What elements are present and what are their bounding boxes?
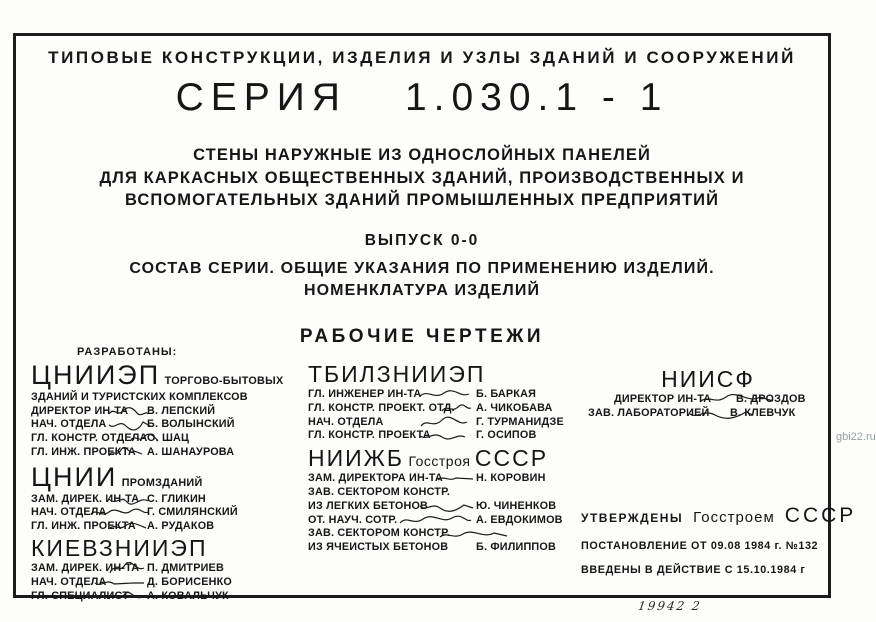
effective-line: ВВЕДЕНЫ В ДЕЙСТВИЕ С 15.10.1984 г (581, 564, 806, 576)
signature-icon (107, 590, 143, 604)
role-label: ГЛ. ИНЖЕНЕР ИН-ТА (308, 388, 422, 400)
org-niisf-name: НИИСФ (661, 366, 755, 392)
role-label: ГЛ. КОНСТР. ПРОЕКТА (308, 429, 431, 442)
issue-number: ВЫПУСК 0-0 (364, 232, 480, 249)
person-name: С. ГЛИКИН (147, 492, 206, 505)
credit-row (308, 514, 598, 528)
person-name: О. ШАЦ (147, 432, 190, 445)
role-label: ЗАВ. СЕКТОРОМ КОНСТР. (308, 527, 451, 540)
credit-row (308, 416, 598, 430)
org-cnii-name: ЦНИИ (31, 461, 118, 492)
role-label: ОТ. НАУЧ. СОТР. (308, 513, 398, 526)
org-cnii (31, 462, 309, 493)
subtitle-line-3: ВСПОМОГАТЕЛЬНЫХ ЗДАНИЙ ПРОМЫШЛЕННЫХ ПРЕДПРИЯТИЙ (124, 191, 720, 209)
credit-row (588, 407, 838, 421)
developers-column-middle (308, 361, 598, 555)
approved-label: УТВЕРЖДЕНЫ (581, 511, 684, 525)
contents-line-1: СОСТАВ СЕРИИ. ОБЩИЕ УКАЗАНИЯ ПО ПРИМЕНЕНИЮ ИЗДЕЛИЙ. (129, 260, 715, 277)
handwritten-sheet-note: 19942 2 (637, 599, 703, 613)
role-label: ЗАМ. ДИРЕКТОРА ИН-ТА (308, 472, 443, 485)
role-label: ИЗ ЛЕГКИХ БЕТОНОВ (308, 499, 429, 512)
credit-row (308, 429, 598, 443)
person-name: В. ЛЕПСКИЙ (147, 404, 216, 417)
person-name: П. ДМИТРИЕВ (147, 562, 224, 575)
credit-row (31, 576, 309, 590)
role-label: ГЛ. КОНСТР. ОТДЕЛА (31, 432, 148, 445)
credit-row (308, 527, 598, 541)
org-cniiep-name: ЦНИИЭП (31, 360, 161, 390)
org-niizhb-affiliation2: СССР (474, 445, 549, 472)
decree-line: ПОСТАНОВЛЕНИЕ ОТ 09.08 1984 г. №132 (581, 540, 819, 552)
role-label: ГЛ. КОНСТР. ПРОЕКТ. ОТД. (308, 401, 455, 414)
series-number: 1.030.1 - 1 (404, 76, 669, 119)
series-label: СЕРИЯ (175, 76, 347, 119)
credit-row (31, 418, 309, 432)
signature-icon (418, 500, 474, 513)
approval-block (581, 504, 857, 576)
signature-icon (107, 562, 145, 575)
person-name: Д. БОРИСЕНКО (147, 575, 232, 588)
document-top-title: ТИПОВЫЕ КОНСТРУКЦИИ, ИЗДЕЛИЯ И УЗЛЫ ЗДАНИЙ И СООРУЖЕНИЙ (48, 48, 796, 67)
person-name: Н. КОРОВИН (476, 472, 546, 485)
document-subtitle (16, 144, 828, 212)
role-label: НАЧ. ОТДЕЛА (31, 575, 107, 588)
role-label: НАЧ. ОТДЕЛА (31, 506, 107, 519)
person-name: Б. ВОЛЫНСКИЙ (147, 418, 235, 431)
org-cniiep (31, 360, 309, 391)
credit-row (308, 486, 598, 500)
person-name: Ю. ЧИНЕНКОВ (476, 499, 557, 512)
credit-row (308, 500, 598, 514)
person-name: Б. БАРКАЯ (476, 388, 537, 400)
person-name: В. ДРОЗДОВ (736, 393, 806, 405)
person-name: Б. ФИЛИППОВ (476, 541, 556, 554)
person-name: А. ЧИКОБАВА (476, 401, 553, 414)
person-name: А. РУДАКОВ (147, 520, 215, 533)
role-label: НАЧ. ОТДЕЛА (31, 418, 107, 431)
org-niizhb (308, 445, 598, 472)
signature-icon (440, 402, 472, 415)
subtitle-line-1: СТЕНЫ НАРУЖНЫЕ ИЗ ОДНОСЛОЙНЫХ ПАНЕЛЕЙ (193, 146, 651, 164)
credit-row (588, 393, 838, 407)
signature-icon (107, 493, 149, 506)
working-drawings-title: РАБОЧИЕ ЧЕРТЕЖИ (299, 326, 545, 347)
approved-by: Госстроем (693, 509, 775, 526)
person-name: Г. ТУРМАНИДЗЕ (476, 415, 564, 428)
approval-line (581, 504, 857, 528)
role-label: ГЛ. ИНЖ. ПРОЕКТА (31, 520, 136, 533)
org-cniiep-tagline: ТОРГОВО-БЫТОВЫХ (164, 375, 284, 387)
signature-icon (398, 514, 472, 527)
org-cnii-tagline: ПРОМЗДАНИЙ (121, 476, 203, 489)
org-tbilzniiep-name: ТБИЛЗНИИЭП (308, 361, 486, 387)
signature-icon (107, 446, 143, 459)
person-name: А. ЕВДОКИМОВ (476, 513, 563, 526)
person-name: Г. ОСИПОВ (476, 429, 537, 442)
role-label: ЗАВ. ЛАБОРАТОРИЕЙ (588, 406, 710, 419)
credit-row (31, 562, 309, 576)
person-name: А. ШАНАУРОВА (147, 445, 235, 458)
credit-row (31, 493, 309, 507)
credit-row (31, 520, 309, 534)
series-title (16, 76, 828, 120)
role-label: ГЛ. ИНЖ. ПРОЕКТА (31, 445, 136, 458)
credit-row (31, 405, 309, 419)
role-label: ДИРЕКТОР ИН-ТА (31, 404, 129, 417)
signature-icon (93, 576, 145, 589)
role-label: ГЛ. СПЕЦИАЛИСТ (31, 589, 130, 602)
credit-row (308, 472, 598, 486)
org-tbilzniiep (308, 361, 598, 388)
signature-icon (418, 388, 470, 401)
signature-icon (107, 405, 149, 418)
signature-icon (436, 472, 474, 485)
role-label: ЗАВ. СЕКТОРОМ КОНСТР. (308, 485, 451, 498)
signature-icon (89, 506, 149, 519)
org-cniiep-tagline2: ЗДАНИЙ И ТУРИСТСКИХ КОМПЛЕКСОВ (31, 391, 248, 403)
org-niizhb-affiliation: Госстроя (408, 453, 471, 470)
credit-row (31, 446, 309, 460)
role-label: ЗАМ. ДИРЕК. ИН-ТА (31, 492, 140, 505)
approved-country: СССР (784, 504, 857, 527)
person-name: В. КЛЕВЧУК (730, 406, 796, 419)
signature-icon (418, 429, 466, 442)
credit-row (31, 432, 309, 446)
signature-icon (418, 416, 468, 430)
credit-row (31, 590, 309, 604)
person-name: А. КОВАЛЬЧУК (147, 589, 229, 602)
signature-icon (107, 520, 147, 533)
developed-by-label: РАЗРАБОТАНЫ: (77, 346, 178, 358)
org-niisf (648, 366, 768, 393)
contents-title (16, 258, 828, 302)
credit-row (308, 402, 598, 416)
site-watermark: gbi22.ru (836, 431, 876, 443)
developers-column-left (31, 346, 309, 603)
person-name: Г. СМИЛЯНСКИЙ (147, 506, 238, 519)
org-niizhb-name: НИИЖБ (308, 445, 405, 472)
org-kievzniiep (31, 535, 309, 562)
credit-row (308, 541, 598, 555)
org-kievzniiep-name: КИЕВЗНИИЭП (31, 535, 208, 562)
contents-line-2: НОМЕНКЛАТУРА ИЗДЕЛИЙ (303, 282, 541, 299)
credit-row (31, 506, 309, 520)
role-label: ИЗ ЯЧЕИСТЫХ БЕТОНОВ (308, 541, 449, 554)
role-label: ДИРЕКТОР ИН-ТА (614, 393, 712, 405)
credit-row (308, 388, 598, 402)
developers-column-right (588, 366, 838, 421)
signature-icon (107, 418, 151, 431)
role-label: ЗАМ. ДИРЕК. ИН-ТА (31, 562, 140, 575)
subtitle-line-2: ДЛЯ КАРКАСНЫХ ОБЩЕСТВЕННЫХ ЗДАНИЙ, ПРОИЗВОДСТВЕННЫХ И (99, 168, 745, 187)
role-label: НАЧ. ОТДЕЛА (308, 415, 384, 428)
